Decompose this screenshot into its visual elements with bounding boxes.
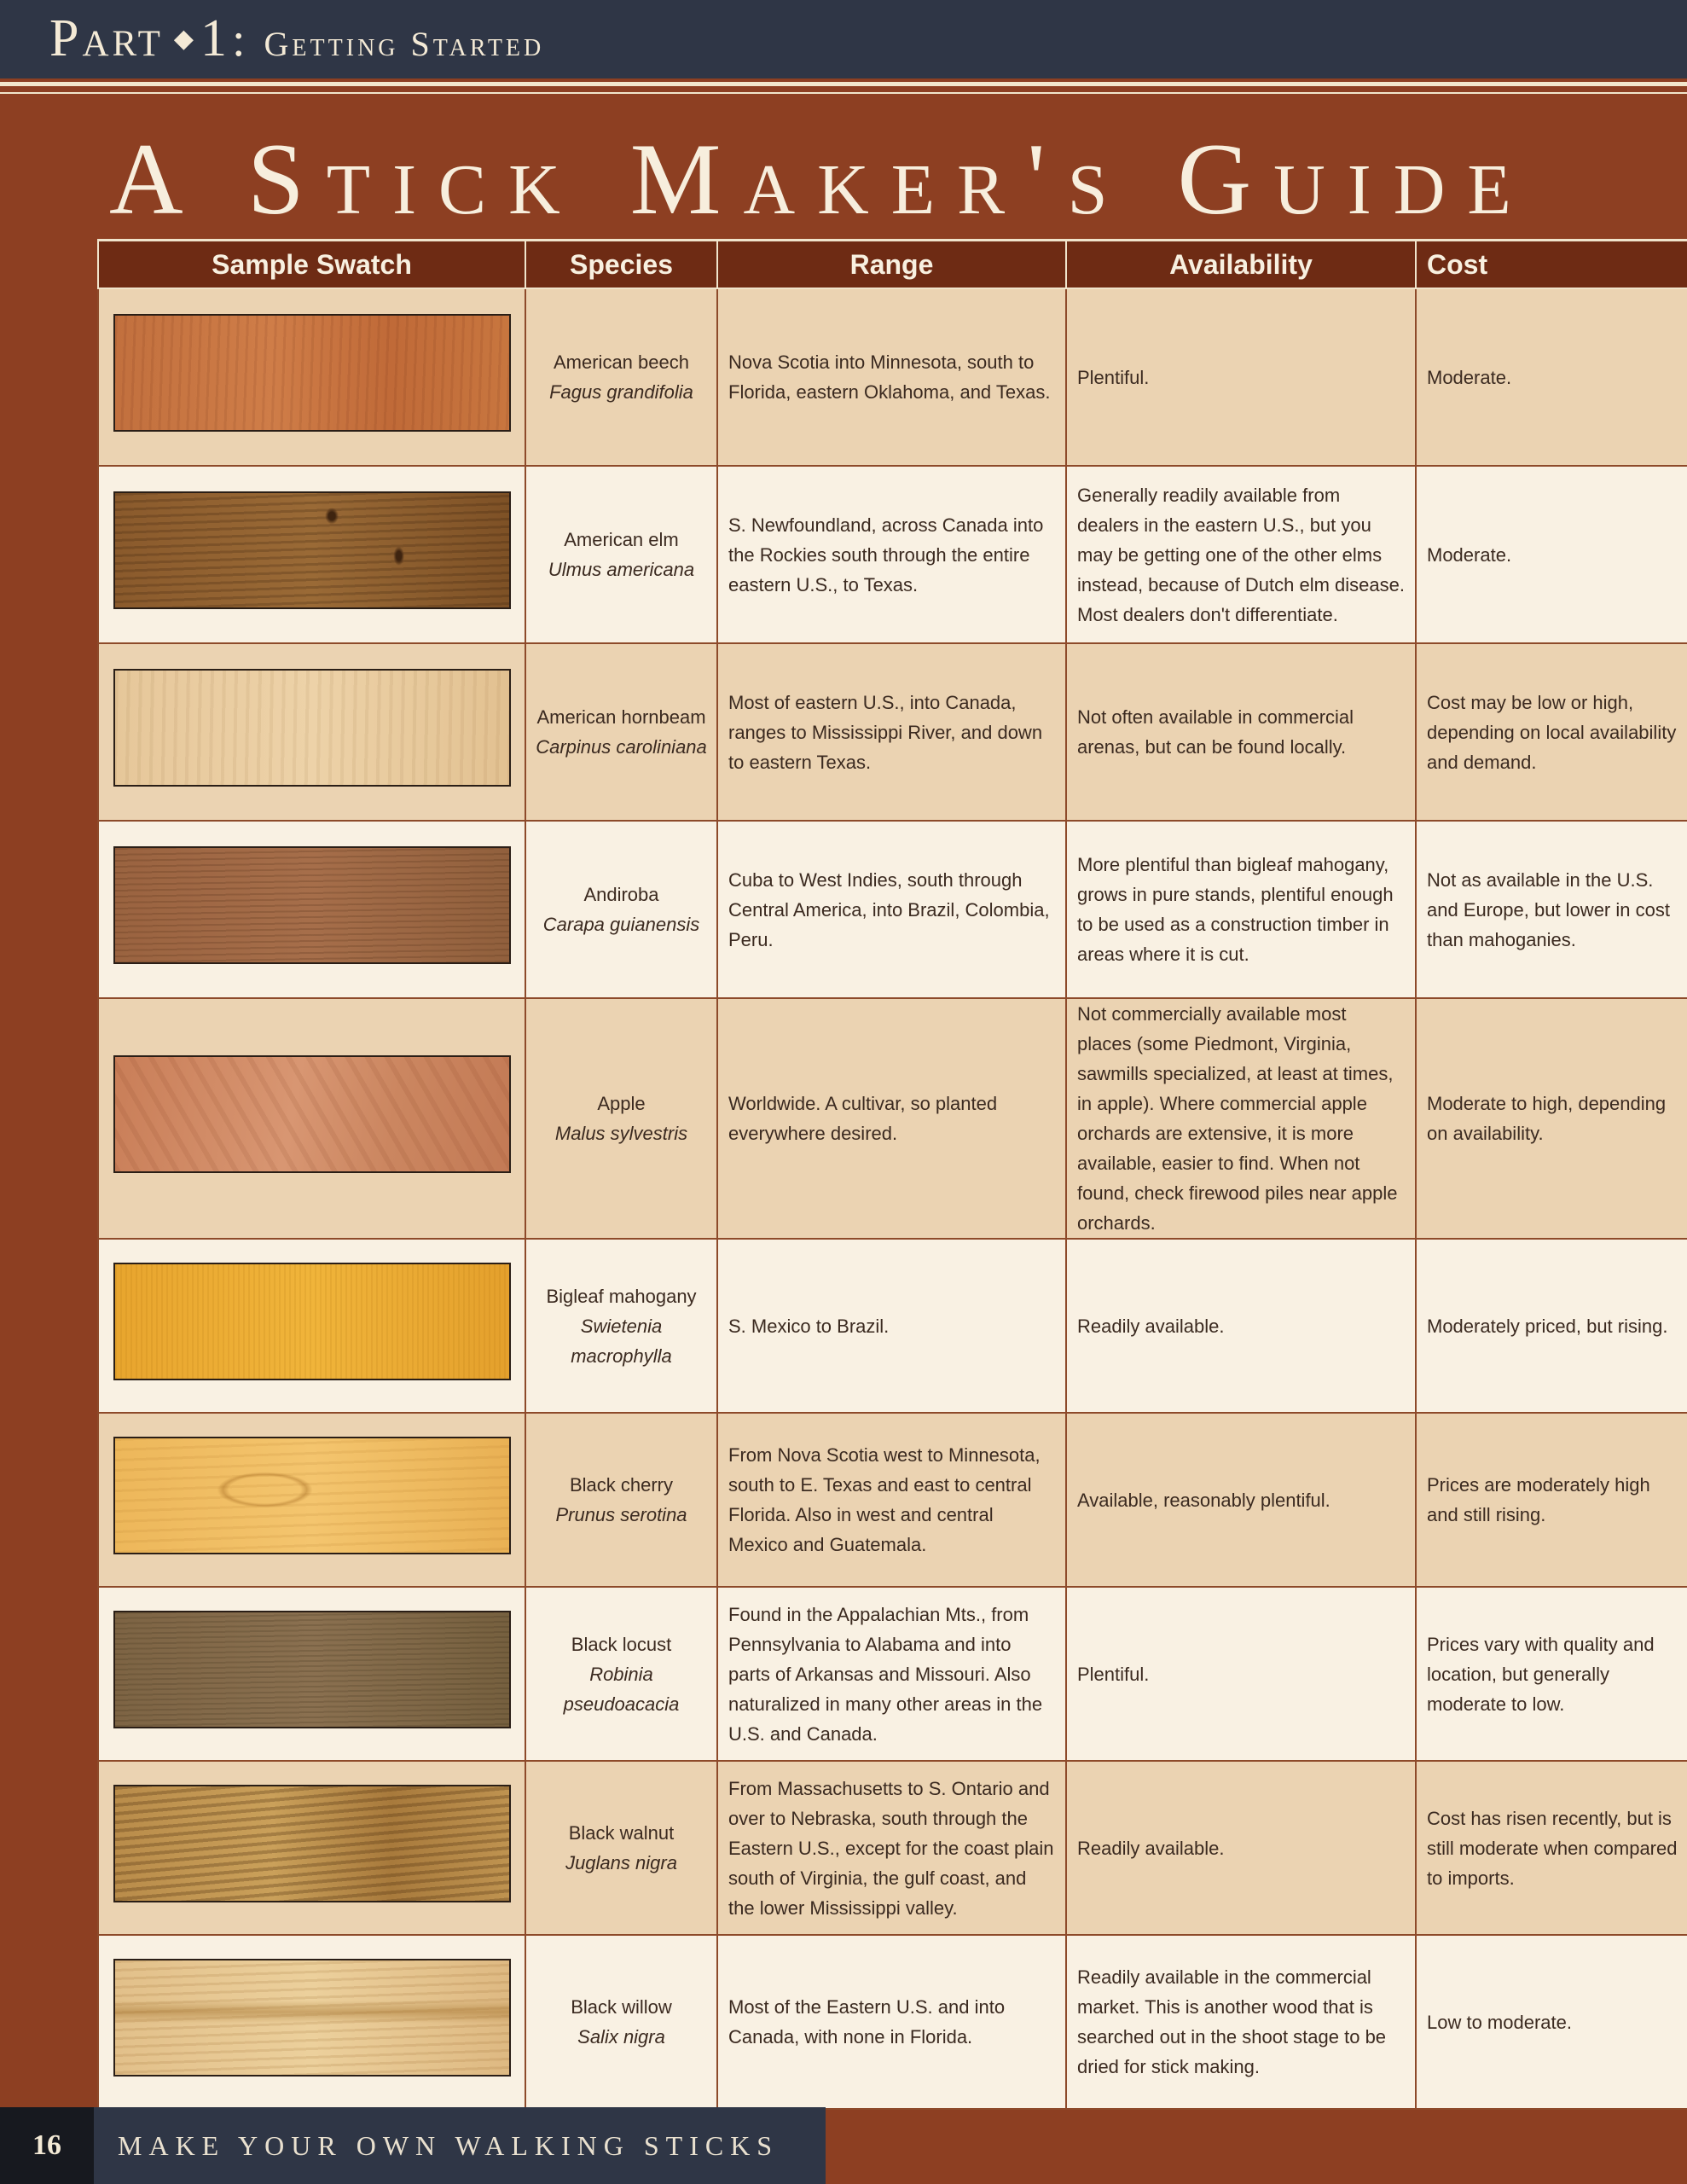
- cost-cell: Moderate.: [1416, 466, 1687, 643]
- species-cell: [525, 1413, 717, 1587]
- availability-cell: Readily available.: [1066, 1761, 1416, 1935]
- column-header-availability: Availability: [1066, 241, 1416, 289]
- wood-swatch-image: [113, 846, 511, 964]
- species-common-name: Black walnut: [568, 1822, 675, 1844]
- wood-swatch-image: [113, 1785, 511, 1902]
- table-row: [98, 1239, 1687, 1413]
- part-colon: :: [231, 14, 246, 67]
- availability-cell: Not commercially available most places (some Piedmont, Virginia, sawmills specialized, at least at times, in apple). Where commercial apple orchards are extensive, it is more available, easier to find. When not found, check firewood piles near apple orchards.: [1066, 998, 1416, 1239]
- range-cell: S. Mexico to Brazil.: [717, 1239, 1066, 1413]
- header-rule-thin: [0, 92, 1687, 94]
- column-header-range: Range: [717, 241, 1066, 289]
- column-header-sample-swatch: Sample Swatch: [98, 241, 525, 289]
- availability-cell: Readily available in the commercial market. This is another wood that is searched out in the shoot stage to be dried for stick making.: [1066, 1935, 1416, 2109]
- table-row: [98, 821, 1687, 998]
- part-word: Part: [49, 9, 164, 67]
- cost-cell: Moderately priced, but rising.: [1416, 1239, 1687, 1413]
- footer-bar: [0, 2107, 826, 2184]
- availability-cell: Generally readily available from dealers in the eastern U.S., but you may be getting one of the other elms instead, because of Dutch elm disease. Most dealers don't differentiate.: [1066, 466, 1416, 643]
- page-number: 16: [0, 2107, 94, 2184]
- species-common-name: Andiroba: [583, 884, 659, 905]
- species-cell: [525, 1935, 717, 2109]
- range-cell: From Nova Scotia west to Minnesota, south to E. Texas and east to central Florida. Also in west and central Mexico and Guatemala.: [717, 1413, 1066, 1587]
- sample-swatch-cell: [98, 643, 525, 821]
- species-latin-name: Fagus grandifolia: [549, 381, 693, 403]
- sample-swatch-cell: [98, 1239, 525, 1413]
- species-cell: [525, 1239, 717, 1413]
- species-common-name: Black locust: [571, 1633, 672, 1655]
- section-title: Getting Started: [264, 25, 545, 63]
- species-latin-name: Carpinus caroliniana: [536, 736, 707, 758]
- species-latin-name: Malus sylvestris: [554, 1123, 688, 1144]
- table-row: [98, 288, 1687, 466]
- availability-cell: Readily available.: [1066, 1239, 1416, 1413]
- species-common-name: American hornbeam: [536, 706, 706, 728]
- table-row: [98, 1587, 1687, 1761]
- cost-cell: Moderate.: [1416, 288, 1687, 466]
- wood-swatch-image: [113, 1611, 511, 1728]
- sample-swatch-cell: [98, 1413, 525, 1587]
- cost-cell: Low to moderate.: [1416, 1935, 1687, 2109]
- sample-swatch-cell: [98, 998, 525, 1239]
- species-latin-name: Juglans nigra: [565, 1852, 677, 1873]
- availability-cell: Plentiful.: [1066, 1587, 1416, 1761]
- species-common-name: Black willow: [571, 1996, 672, 2018]
- species-cell: [525, 643, 717, 821]
- wood-swatch-image: [113, 669, 511, 787]
- table-row: [98, 1761, 1687, 1935]
- cost-cell: Moderate to high, depending on availability.: [1416, 998, 1687, 1239]
- availability-cell: Plentiful.: [1066, 288, 1416, 466]
- species-cell: [525, 1587, 717, 1761]
- cost-cell: Prices are moderately high and still rising.: [1416, 1413, 1687, 1587]
- species-common-name: Apple: [597, 1093, 646, 1114]
- species-cell: [525, 821, 717, 998]
- table-row: [98, 1935, 1687, 2109]
- species-latin-name: Salix nigra: [577, 2026, 665, 2048]
- availability-cell: Not often available in commercial arenas, but can be found locally.: [1066, 643, 1416, 821]
- range-cell: From Massachusetts to S. Ontario and over to Nebraska, south through the Eastern U.S., except for the coast plain south of Virginia, the gulf coast, and the lower Mississippi valley.: [717, 1761, 1066, 1935]
- availability-cell: More plentiful than bigleaf mahogany, grows in pure stands, plentiful enough to be used as a construction timber in areas where it is cut.: [1066, 821, 1416, 998]
- table-row: [98, 1413, 1687, 1587]
- part-heading: [49, 9, 544, 68]
- table-row: [98, 466, 1687, 643]
- part-header-bar: [0, 0, 1687, 78]
- cost-cell: Cost may be low or high, depending on local availability and demand.: [1416, 643, 1687, 821]
- sample-swatch-cell: [98, 1935, 525, 2109]
- species-cell: [525, 466, 717, 643]
- table-row: [98, 998, 1687, 1239]
- wood-swatch-image: [113, 1437, 511, 1554]
- species-latin-name: Prunus serotina: [555, 1504, 687, 1525]
- sample-swatch-cell: [98, 288, 525, 466]
- diamond-ornament-icon: ◆: [173, 25, 194, 53]
- species-common-name: Black cherry: [569, 1474, 674, 1496]
- table-header-row: [98, 241, 1687, 289]
- species-cell: [525, 288, 717, 466]
- range-cell: Found in the Appalachian Mts., from Pennsylvania to Alabama and into parts of Arkansas and Missouri. Also naturalized in many other areas in the U.S. and Canada.: [717, 1587, 1066, 1761]
- species-common-name: American beech: [554, 351, 689, 373]
- wood-swatch-image: [113, 314, 511, 432]
- species-common-name: American elm: [564, 529, 679, 550]
- cost-cell: Cost has risen recently, but is still moderate when compared to imports.: [1416, 1761, 1687, 1935]
- book-title: MAKE YOUR OWN WALKING STICKS: [118, 2130, 780, 2161]
- species-cell: [525, 1761, 717, 1935]
- species-common-name: Bigleaf mahogany: [546, 1285, 697, 1307]
- wood-species-table: [97, 239, 1687, 2110]
- range-cell: Most of eastern U.S., into Canada, ranges to Mississippi River, and down to eastern Texas.: [717, 643, 1066, 821]
- header-rule-thick: [0, 82, 1687, 86]
- part-number: 1: [200, 9, 227, 67]
- species-latin-name: Ulmus americana: [548, 559, 695, 580]
- cost-cell: Prices vary with quality and location, but generally moderate to low.: [1416, 1587, 1687, 1761]
- wood-swatch-image: [113, 1959, 511, 2077]
- sample-swatch-cell: [98, 466, 525, 643]
- sample-swatch-cell: [98, 821, 525, 998]
- species-latin-name: Carapa guianensis: [542, 914, 700, 935]
- range-cell: Cuba to West Indies, south through Central America, into Brazil, Colombia, Peru.: [717, 821, 1066, 998]
- range-cell: Most of the Eastern U.S. and into Canada, with none in Florida.: [717, 1935, 1066, 2109]
- availability-cell: Available, reasonably plentiful.: [1066, 1413, 1416, 1587]
- species-latin-name: Swietenia macrophylla: [571, 1315, 672, 1367]
- wood-swatch-image: [113, 491, 511, 609]
- table-row: [98, 643, 1687, 821]
- column-header-cost: Cost: [1416, 241, 1687, 289]
- range-cell: S. Newfoundland, across Canada into the Rockies south through the entire eastern U.S., to Texas.: [717, 466, 1066, 643]
- cost-cell: Not as available in the U.S. and Europe, but lower in cost than mahoganies.: [1416, 821, 1687, 998]
- page-title: A Stick Maker's Guide: [109, 122, 1533, 235]
- range-cell: Worldwide. A cultivar, so planted everywhere desired.: [717, 998, 1066, 1239]
- wood-swatch-image: [113, 1055, 511, 1173]
- species-latin-name: Robinia pseudoacacia: [563, 1663, 680, 1715]
- sample-swatch-cell: [98, 1761, 525, 1935]
- wood-swatch-image: [113, 1263, 511, 1380]
- species-cell: [525, 998, 717, 1239]
- sample-swatch-cell: [98, 1587, 525, 1761]
- column-header-species: Species: [525, 241, 717, 289]
- table-body: [98, 288, 1687, 2109]
- range-cell: Nova Scotia into Minnesota, south to Florida, eastern Oklahoma, and Texas.: [717, 288, 1066, 466]
